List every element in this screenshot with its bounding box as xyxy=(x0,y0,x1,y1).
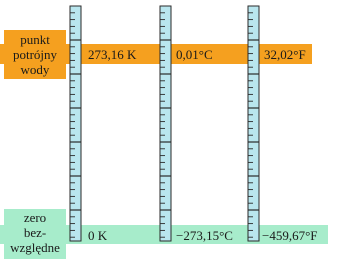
thermometer-tube xyxy=(248,6,259,241)
thermometer-tube xyxy=(160,6,171,241)
absolute-zero-fahrenheit-value: −459,67°F xyxy=(262,228,318,243)
absolute-zero-kelvin-value: 0 K xyxy=(88,228,108,243)
triple-point-label xyxy=(4,30,66,79)
triple-point-label-line: punkt xyxy=(20,32,50,47)
kelvin-scale xyxy=(70,6,81,241)
absolute-zero-label-line: bez- xyxy=(23,225,47,240)
absolute-zero-label-line: zero xyxy=(23,210,47,225)
fahrenheit-scale xyxy=(248,6,259,241)
triple-point-label-line: potrójny xyxy=(12,47,58,62)
celsius-scale xyxy=(160,6,171,241)
triple-point-fahrenheit-value: 32,02°F xyxy=(264,47,306,62)
absolute-zero-celsius-value: −273,15°C xyxy=(176,228,233,243)
triple-point-label-line: wody xyxy=(20,62,50,77)
triple-point-kelvin-value: 273,16 K xyxy=(88,47,137,62)
absolute-zero-label xyxy=(4,209,66,259)
thermometer-tube xyxy=(70,6,81,241)
triple-point-celsius-value: 0,01°C xyxy=(176,47,213,62)
absolute-zero-label-line: względne xyxy=(10,240,60,255)
